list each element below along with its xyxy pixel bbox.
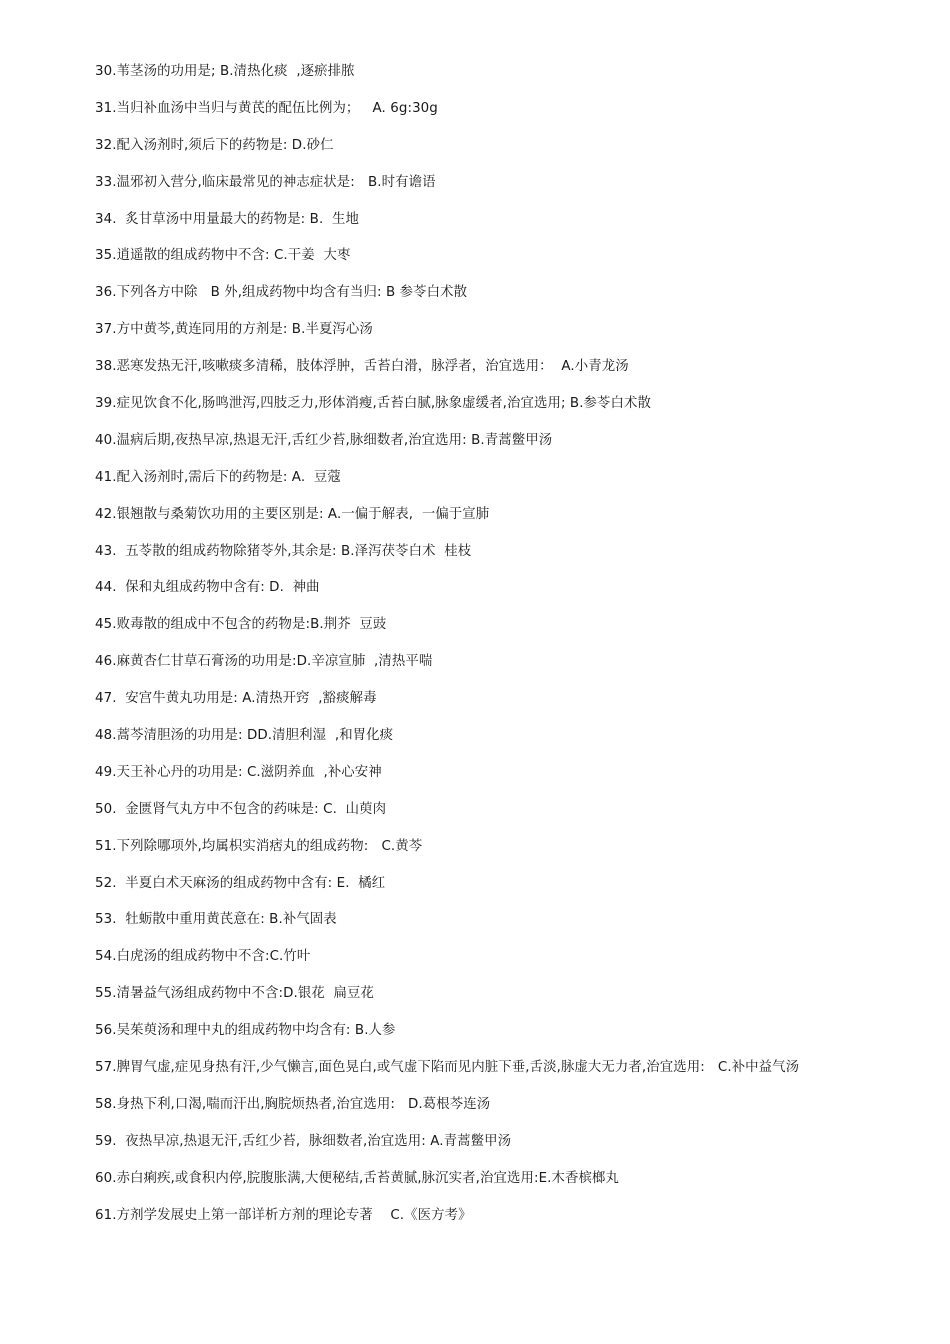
qa-line-44: 44. 保和丸组成药物中含有: D. 神曲 xyxy=(95,580,320,596)
qa-line-50: 50. 金匮肾气丸方中不包含的药味是: C. 山萸肉 xyxy=(95,801,387,817)
qa-line-45: 45.败毒散的组成中不包含的药物是:B.荆芥 豆豉 xyxy=(95,617,387,633)
qa-line-61: 61.方剂学发展史上第一部详析方剂的理论专著 C.《医方考》 xyxy=(95,1207,472,1223)
qa-line-47: 47. 安宫牛黄丸功用是: A.清热开窍 ,豁痰解毒 xyxy=(95,691,377,707)
qa-line-60: 60.赤白痢疾,或食积内停,脘腹胀满,大便秘结,舌苔黄腻,脉沉实者,治宜选用:E.木香槟榔丸 xyxy=(95,1170,619,1186)
qa-line-40: 40.温病后期,夜热早凉,热退无汗,舌红少苔,脉细数者,治宜选用: B.青蒿鳖甲汤 xyxy=(95,432,553,448)
qa-line-55: 55.清暑益气汤组成药物中不含:D.银花 扁豆花 xyxy=(95,986,375,1002)
qa-line-56: 56.吴茱萸汤和理中丸的组成药物中均含有: B.人参 xyxy=(95,1023,396,1039)
qa-line-32: 32.配入汤剂时,须后下的药物是: D.砂仁 xyxy=(95,137,334,153)
qa-line-35: 35.逍遥散的组成药物中不含: C.干姜 大枣 xyxy=(95,248,351,264)
qa-line-42: 42.银翘散与桑菊饮功用的主要区别是: A.一偏于解表, 一偏于宣肺 xyxy=(95,506,490,522)
qa-line-38: 38.恶寒发热无汗,咳嗽痰多清稀，肢体浮肿，舌苔白滑，脉浮者，治宜选用： A.小青龙汤 xyxy=(95,359,629,375)
qa-line-30: 30.苇茎汤的功用是; B.清热化痰 ,逐瘀排脓 xyxy=(95,64,355,79)
qa-line-37: 37.方中黄芩,黄连同用的方剂是: B.半夏泻心汤 xyxy=(95,322,373,338)
qa-line-49: 49.天王补心丹的功用是: C.滋阴养血 ,补心安神 xyxy=(95,764,382,780)
qa-line-48: 48.蒿芩清胆汤的功用是: DD.清胆利湿 ,和胃化痰 xyxy=(95,728,394,744)
qa-line-46: 46.麻黄杏仁甘草石膏汤的功用是:D.辛凉宣肺 ,清热平喘 xyxy=(95,654,433,670)
qa-line-41: 41.配入汤剂时,需后下的药物是: A. 豆蔻 xyxy=(95,469,341,485)
qa-line-58: 58.身热下利,口渴,喘而汗出,胸脘烦热者,治宜选用: D.葛根芩连汤 xyxy=(95,1096,491,1112)
qa-line-36: 36.下列各方中除 B 外,组成药物中均含有当归: B 参苓白术散 xyxy=(95,285,468,301)
qa-line-51: 51.下列除哪项外,均属枳实消痞丸的组成药物: C.黄芩 xyxy=(95,838,423,854)
qa-line-34: 34. 炙甘草汤中用量最大的药物是: B. 生地 xyxy=(95,211,359,227)
qa-line-52: 52. 半夏白术天麻汤的组成药物中含有: E. 橘红 xyxy=(95,875,386,891)
qa-line-54: 54.白虎汤的组成药物中不含:C.竹叶 xyxy=(95,949,311,965)
question-answer-list xyxy=(95,62,915,1243)
qa-line-39: 39.症见饮食不化,肠鸣泄泻,四肢乏力,形体消瘦,舌苔白腻,脉象虚缓者,治宜选用; B.参苓白术散 xyxy=(95,396,652,412)
qa-line-33: 33.温邪初入营分,临床最常见的神志症状是: B.时有谵语 xyxy=(95,174,436,190)
qa-line-31: 31.当归补血汤中当归与黄芪的配伍比例为； A. 6g:30g xyxy=(95,100,438,116)
qa-line-53: 53. 牡蛎散中重用黄芪意在: B.补气固表 xyxy=(95,912,337,928)
qa-line-57: 57.脾胃气虚,症见身热有汗,少气懒言,面色晃白,或气虚下陷而见内脏下垂,舌淡,脉虚大无力者,治宜选用: C.补中益气汤 xyxy=(95,1060,800,1076)
qa-line-59: 59. 夜热早凉,热退无汗,舌红少苔, 脉细数者,治宜选用: A.青蒿鳖甲汤 xyxy=(95,1133,512,1149)
qa-line-43: 43. 五苓散的组成药物除猪苓外,其余是: B.泽泻茯苓白术 桂枝 xyxy=(95,543,472,559)
